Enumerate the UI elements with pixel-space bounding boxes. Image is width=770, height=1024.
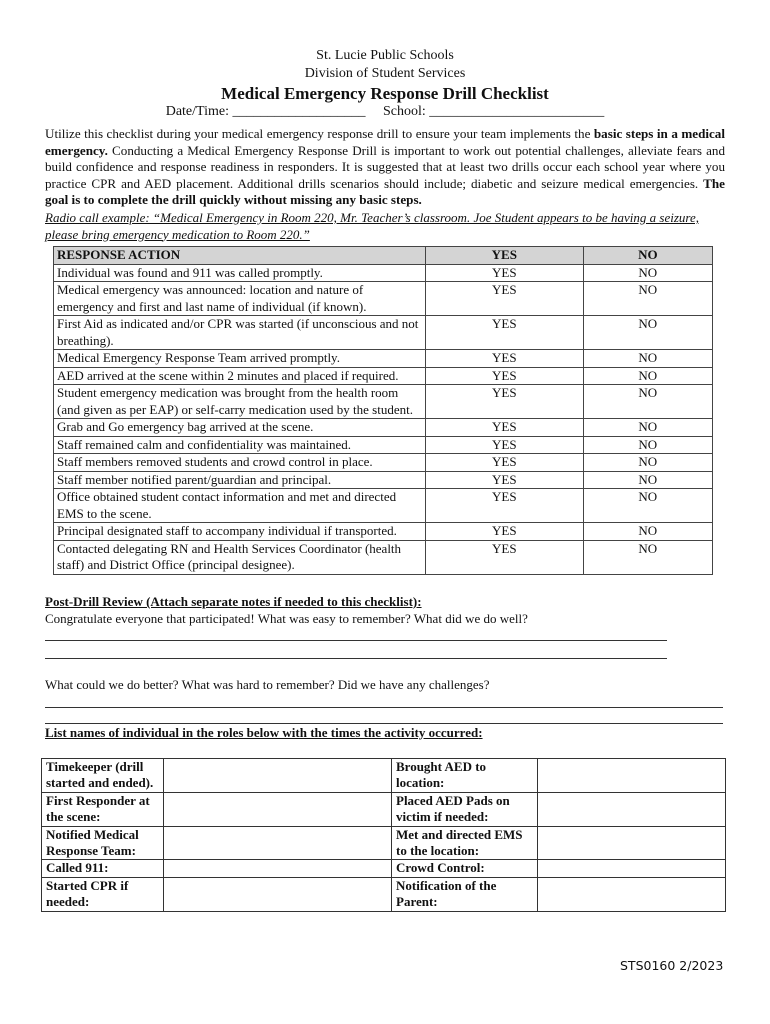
yes-option[interactable]: YES	[426, 282, 584, 316]
radio-call-example: Radio call example: “Medical Emergency in Room 220, Mr. Teacher’s classroom. Joe Student appears to be having a seizure, please bring emergency medication to Room 220.”	[45, 210, 699, 242]
response-action-cell: Staff members removed students and crowd control in place.	[54, 454, 426, 472]
role-label-left: Notified Medical Response Team:	[42, 826, 164, 860]
header-yes: YES	[426, 247, 584, 265]
response-action-cell: Student emergency medication was brought from the health room (and given as per EAP) or self-carry medication used by the student.	[54, 385, 426, 419]
role-label-right: Crowd Control:	[392, 860, 538, 877]
no-option[interactable]: NO	[583, 316, 712, 350]
role-entry-left[interactable]	[164, 877, 392, 911]
role-entry-left[interactable]	[164, 860, 392, 877]
role-entry-left[interactable]	[164, 826, 392, 860]
yes-option[interactable]: YES	[426, 316, 584, 350]
roles-table	[41, 758, 726, 912]
intro-text-1: Utilize this checklist during your medical emergency response drill to ensure your team implements the	[45, 126, 594, 141]
date-time-label: Date/Time: ___________________	[165, 104, 366, 119]
no-option[interactable]: NO	[583, 419, 712, 437]
header-no: NO	[583, 247, 712, 265]
yes-option[interactable]: YES	[426, 436, 584, 454]
checklist-row	[54, 489, 713, 523]
yes-option[interactable]: YES	[426, 367, 584, 385]
checklist-row	[54, 454, 713, 472]
no-option[interactable]: NO	[583, 454, 712, 472]
form-code: STS0160 2/2023	[620, 958, 724, 973]
yes-option[interactable]: YES	[426, 523, 584, 541]
role-entry-right[interactable]	[538, 792, 726, 826]
yes-option[interactable]: YES	[426, 385, 584, 419]
role-label-left: First Responder at the scene:	[42, 792, 164, 826]
no-option[interactable]: NO	[583, 282, 712, 316]
no-option[interactable]: NO	[583, 540, 712, 574]
no-option[interactable]: NO	[583, 367, 712, 385]
yes-option[interactable]: YES	[426, 419, 584, 437]
role-entry-left[interactable]	[164, 792, 392, 826]
school-label: School: _________________________	[382, 104, 605, 119]
response-action-cell: Individual was found and 911 was called promptly.	[54, 264, 426, 282]
date-school-line	[0, 104, 770, 120]
post-drill-heading: Post-Drill Review (Attach separate notes if needed to this checklist):	[45, 594, 422, 609]
yes-option[interactable]: YES	[426, 454, 584, 472]
yes-option[interactable]: YES	[426, 540, 584, 574]
answer-line[interactable]	[45, 658, 667, 659]
yes-option[interactable]: YES	[426, 264, 584, 282]
role-label-left: Timekeeper (drill started and ended).	[42, 759, 164, 793]
role-entry-right[interactable]	[538, 759, 726, 793]
response-action-cell: AED arrived at the scene within 2 minutes and placed if required.	[54, 367, 426, 385]
org-name: St. Lucie Public Schools	[316, 48, 454, 63]
intro-paragraph	[45, 126, 725, 209]
yes-option[interactable]: YES	[426, 471, 584, 489]
role-label-right: Met and directed EMS to the location:	[392, 826, 538, 860]
checklist-row	[54, 419, 713, 437]
response-action-cell: First Aid as indicated and/or CPR was started (if unconscious and not breathing).	[54, 316, 426, 350]
role-label-left: Called 911:	[42, 860, 164, 877]
intro-text-2: Conducting a Medical Emergency Response Drill is important to work out potential challenges, alleviate fears and build confidence and response readiness in responders. It is suggested that at least two drills occur each school year where you practice CPR and AED placement. Additional drills scenarios should include; diabetic and seizure medical emergencies.	[45, 142, 725, 191]
checklist-row	[54, 264, 713, 282]
role-row	[42, 826, 726, 860]
no-option[interactable]: NO	[583, 385, 712, 419]
answer-line[interactable]	[45, 707, 723, 708]
role-row	[42, 759, 726, 793]
no-option[interactable]: NO	[583, 264, 712, 282]
review-question-1: Congratulate everyone that participated! What was easy to remember? What did we do well?	[45, 611, 528, 626]
no-option[interactable]: NO	[583, 350, 712, 368]
no-option[interactable]: NO	[583, 523, 712, 541]
no-option[interactable]: NO	[583, 471, 712, 489]
header-response-action: RESPONSE ACTION	[54, 247, 426, 265]
role-label-right: Notification of the Parent:	[392, 877, 538, 911]
role-entry-left[interactable]	[164, 759, 392, 793]
response-action-cell: Contacted delegating RN and Health Services Coordinator (health staff) and District Office (principal designee).	[54, 540, 426, 574]
checklist-row	[54, 350, 713, 368]
role-label-right: Placed AED Pads on victim if needed:	[392, 792, 538, 826]
checklist-row	[54, 385, 713, 419]
role-label-left: Started CPR if needed:	[42, 877, 164, 911]
response-action-cell: Grab and Go emergency bag arrived at the scene.	[54, 419, 426, 437]
review-question-2: What could we do better? What was hard to remember? Did we have any challenges?	[45, 677, 490, 692]
role-label-right: Brought AED to location:	[392, 759, 538, 793]
checklist-row	[54, 367, 713, 385]
role-entry-right[interactable]	[538, 877, 726, 911]
division-name: Division of Student Services	[304, 66, 466, 81]
checklist-row	[54, 436, 713, 454]
answer-line[interactable]	[45, 640, 667, 641]
role-row	[42, 877, 726, 911]
checklist-row	[54, 523, 713, 541]
yes-option[interactable]: YES	[426, 350, 584, 368]
no-option[interactable]: NO	[583, 489, 712, 523]
response-action-cell: Office obtained student contact information and met and directed EMS to the scene.	[54, 489, 426, 523]
role-row	[42, 792, 726, 826]
role-row	[42, 860, 726, 877]
role-entry-right[interactable]	[538, 826, 726, 860]
roles-heading: List names of individual in the roles below with the times the activity occurred:	[45, 725, 483, 740]
checklist-row	[54, 316, 713, 350]
intro-bold-2: The goal is to complete the drill quickly without missing any basic steps.	[45, 175, 725, 208]
intro-bold-1: basic steps in a medical emergency.	[45, 126, 725, 158]
checklist-row	[54, 282, 713, 316]
response-checklist-table	[53, 246, 713, 575]
response-action-cell: Staff remained calm and confidentiality was maintained.	[54, 436, 426, 454]
role-entry-right[interactable]	[538, 860, 726, 877]
no-option[interactable]: NO	[583, 436, 712, 454]
response-action-cell: Principal designated staff to accompany individual if transported.	[54, 523, 426, 541]
page-title: Medical Emergency Response Drill Checklist	[221, 84, 549, 103]
checklist-header-row	[54, 247, 713, 265]
checklist-row	[54, 540, 713, 574]
answer-line[interactable]	[45, 723, 723, 724]
response-action-cell: Medical emergency was announced: location and nature of emergency and first and last name of individual (if known).	[54, 282, 426, 316]
yes-option[interactable]: YES	[426, 489, 584, 523]
response-action-cell: Medical Emergency Response Team arrived promptly.	[54, 350, 426, 368]
checklist-row	[54, 471, 713, 489]
response-action-cell: Staff member notified parent/guardian and principal.	[54, 471, 426, 489]
